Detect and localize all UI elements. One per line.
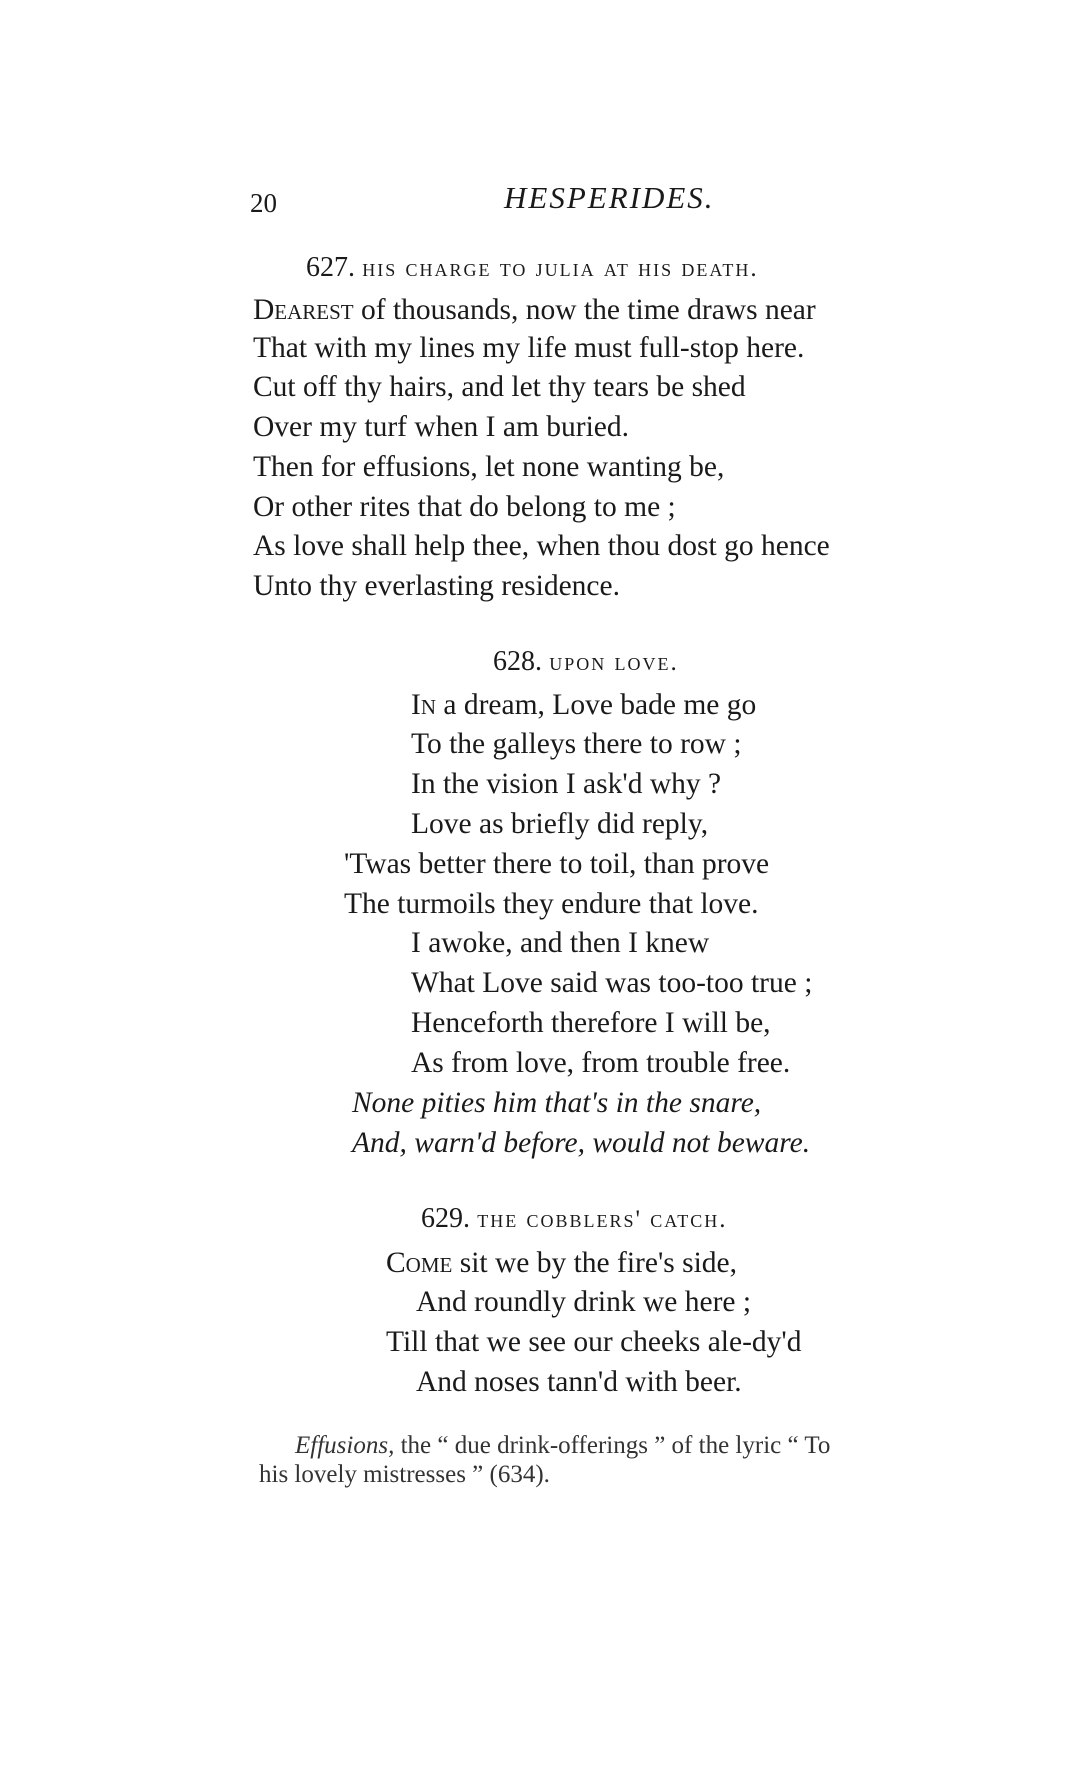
footnote-term: Effusions, <box>295 1432 395 1459</box>
footnote-line-2: his lovely mistresses ” (634). <box>259 1461 550 1488</box>
poem-line <box>411 691 756 721</box>
poem-line: The turmoils they endure that love. <box>344 888 759 920</box>
poem-line: In the vision I ask'd why ? <box>411 768 722 800</box>
poem-line: As from love, from trouble free. <box>411 1047 791 1079</box>
poem-line: What Love said was too-too true ; <box>411 967 813 999</box>
footnote-line-1 <box>295 1433 830 1458</box>
poem-line: Cut off thy hairs, and let thy tears be shed <box>253 371 746 403</box>
poem-line: 'Twas better there to toil, than prove <box>344 848 770 880</box>
poem-title: the cobblers' catch. <box>477 1206 728 1233</box>
poem-number: 627. <box>306 252 355 283</box>
poem-line: I awoke, and then I knew <box>411 927 710 959</box>
page-number: 20 <box>250 188 277 218</box>
poem-line-text: a dream, Love bade me go <box>436 689 757 721</box>
poem-line: That with my lines my life must full-stop here. <box>253 332 805 364</box>
poem-title: his charge to julia at his death. <box>362 255 759 282</box>
poem-line <box>386 1249 737 1279</box>
poem-line: Over my turf when I am buried. <box>253 411 630 443</box>
poem-number: 628. <box>493 646 542 677</box>
running-title: HESPERIDES. <box>504 180 715 215</box>
poem-line: And noses tann'd with beer. <box>416 1366 742 1398</box>
drop-word: Come <box>386 1247 453 1279</box>
poem-line-italic: None pities him that's in the snare, <box>352 1087 762 1119</box>
poem-line: As love shall help thee, when thou dost go hence <box>253 530 830 562</box>
drop-word: Dearest <box>253 294 354 326</box>
poem-line: Unto thy everlasting residence. <box>253 570 620 602</box>
poem-line: Or other rites that do belong to me ; <box>253 491 676 523</box>
poem-line-italic: And, warn'd before, would not beware. <box>352 1127 811 1159</box>
poem-heading-628 <box>493 646 679 678</box>
poem-line: Till that we see our cheeks ale-dy'd <box>386 1326 802 1358</box>
poem-line: Henceforth therefore I will be, <box>411 1007 771 1039</box>
drop-word: In <box>411 689 436 721</box>
poem-title: upon love. <box>549 649 679 676</box>
poem-line-text: of thousands, now the time draws near <box>353 294 816 326</box>
poem-heading-629 <box>421 1203 728 1235</box>
footnote-text: the “ due drink-offerings ” of the lyric “ To <box>394 1432 831 1459</box>
poem-line: To the galleys there to row ; <box>411 728 742 760</box>
poem-line: Then for effusions, let none wanting be, <box>253 451 725 483</box>
poem-line <box>253 296 816 326</box>
poem-heading-627 <box>306 252 759 284</box>
poem-line: Love as briefly did reply, <box>411 808 709 840</box>
poem-line: And roundly drink we here ; <box>416 1286 752 1318</box>
poem-number: 629. <box>421 1203 470 1234</box>
poem-line-text: sit we by the fire's side, <box>452 1247 738 1279</box>
